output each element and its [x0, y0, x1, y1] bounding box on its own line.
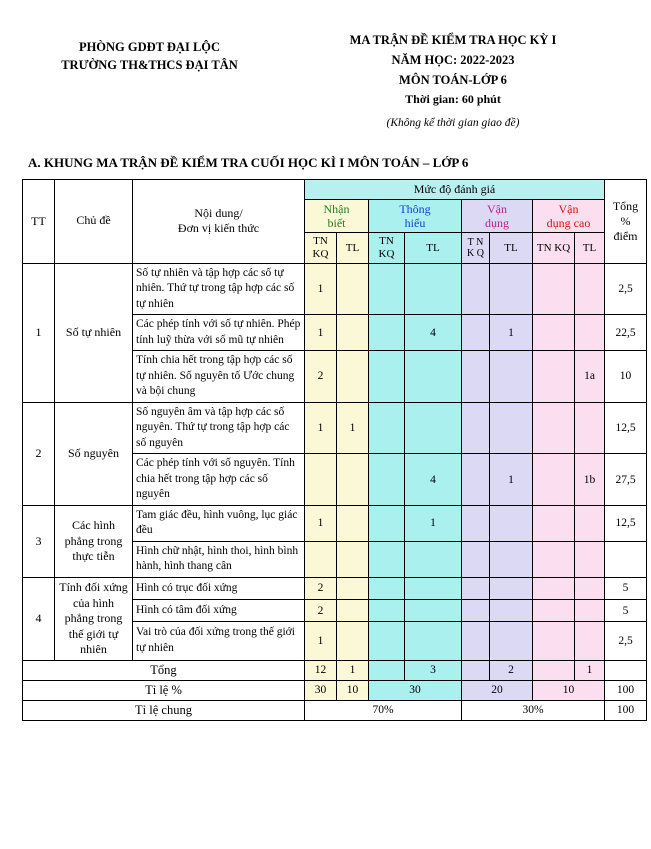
- cell-vd-tn: [462, 402, 490, 454]
- summary-tile-nb-tl: 10: [337, 680, 369, 700]
- cell-vdc-tl: [575, 402, 605, 454]
- row-content: Hình chữ nhật, hình thoi, hình bình hành, hình thang cân: [133, 541, 305, 577]
- summary-row-tile: [23, 680, 647, 700]
- summary-tong-vdc-tl: 1: [575, 660, 605, 680]
- cell-vdc-tn: [533, 263, 575, 315]
- cell-nb-tn: [305, 454, 337, 506]
- cell-vdc-tl: [575, 622, 605, 661]
- header-department: PHÒNG GDĐT ĐẠI LỘC: [78, 40, 221, 54]
- cell-vd-tl: [490, 600, 533, 622]
- header-topic: Chủ đề: [55, 179, 133, 263]
- cell-th-tn: [369, 622, 405, 661]
- header-level-thonghieu: [369, 199, 462, 233]
- row-content: Hình có tâm đối xứng: [133, 600, 305, 622]
- cell-vd-tn: [462, 600, 490, 622]
- row-tt: 4: [23, 577, 55, 660]
- cell-nb-tl: [337, 454, 369, 506]
- row-content: Các phép tính với số nguyên. Tính chia hết trong tập hợp các số nguyên: [133, 454, 305, 506]
- cell-nb-tn: 1: [305, 315, 337, 351]
- header-school-block: [22, 30, 277, 133]
- cell-vd-tl: 1: [490, 315, 533, 351]
- cell-total: 2,5: [605, 263, 647, 315]
- header-level-vandung-line2: dụng: [485, 215, 509, 230]
- cell-th-tn: [369, 315, 405, 351]
- table-row: [23, 263, 647, 315]
- summary-tilechung-left: 70%: [305, 700, 462, 720]
- cell-vd-tn: [462, 577, 490, 599]
- header-total-line1: Tổng: [612, 198, 639, 213]
- cell-vd-tl: [490, 541, 533, 577]
- cell-total: 22,5: [605, 315, 647, 351]
- cell-total: [605, 541, 647, 577]
- cell-vd-tl: [490, 402, 533, 454]
- cell-nb-tl: [337, 505, 369, 541]
- cell-vdc-tl: 1a: [575, 351, 605, 403]
- row-content: Hình có trục đối xứng: [133, 577, 305, 599]
- section-title: A. KHUNG MA TRẬN ĐỀ KIỂM TRA CUỐI HỌC KÌ I MÔN TOÁN – LỚP 6: [28, 154, 469, 170]
- matrix-table-wrapper: [0, 179, 651, 721]
- cell-nb-tl: [337, 622, 369, 661]
- row-topic: Các hình phẳng trong thực tiễn: [55, 505, 133, 577]
- cell-vdc-tn: [533, 454, 575, 506]
- cell-vdc-tn: [533, 315, 575, 351]
- cell-th-tl: [405, 263, 462, 315]
- exam-matrix-table: [22, 179, 647, 721]
- header-level-thonghieu-line1: Thông: [399, 201, 431, 216]
- cell-nb-tn: 1: [305, 505, 337, 541]
- header-level-vandung-line1: Vận: [487, 201, 507, 216]
- row-tt: 2: [23, 402, 55, 505]
- row-content: Số tự nhiên và tập hợp các số tự nhiên. Thứ tự trong tập hợp các số tự nhiên: [133, 263, 305, 315]
- header-sub-nb-tn: TN KQ: [305, 233, 337, 263]
- cell-th-tn: [369, 577, 405, 599]
- cell-vd-tn: [462, 505, 490, 541]
- header-school: TRƯỜNG TH&THCS ĐẠI TÂN: [61, 58, 238, 73]
- row-content: Tính chia hết trong tập hợp các số tự nhiên. Số nguyên tố Ước chung và bội chung: [133, 351, 305, 403]
- summary-tile-total: 100: [605, 680, 647, 700]
- cell-nb-tl: [337, 577, 369, 599]
- header-sub-nb-tl: TL: [337, 233, 369, 263]
- summary-row-tong: [23, 660, 647, 680]
- cell-vd-tn: [462, 622, 490, 661]
- header-sub-vd-tn: T N K Q: [462, 233, 490, 263]
- header-level-vandung: [462, 199, 533, 233]
- cell-vdc-tn: [533, 541, 575, 577]
- summary-tong-nb-tn: 12: [305, 660, 337, 680]
- cell-th-tn: [369, 263, 405, 315]
- table-row: [23, 577, 647, 599]
- cell-vdc-tn: [533, 505, 575, 541]
- row-tt: 3: [23, 505, 55, 577]
- summary-tile-vd: 20: [462, 680, 533, 700]
- summary-tong-vd-tn: [462, 660, 490, 680]
- cell-vd-tn: [462, 263, 490, 315]
- header-level-vandungcao-line2: dụng cao: [546, 215, 591, 230]
- header-sub-vd-tl: TL: [490, 233, 533, 263]
- cell-nb-tl: [337, 315, 369, 351]
- header-sub-vdc-tl: TL: [575, 233, 605, 263]
- cell-th-tn: [369, 351, 405, 403]
- row-topic: Số tự nhiên: [55, 263, 133, 402]
- header-subject-grade: MÔN TOÁN-LỚP 6: [399, 73, 507, 87]
- cell-total: 5: [605, 577, 647, 599]
- summary-tilechung-right: 30%: [462, 700, 605, 720]
- cell-nb-tl: [337, 541, 369, 577]
- header-note: (Không kể thời gian giao đề): [386, 117, 520, 130]
- header-sub-th-tn: TN KQ: [369, 233, 405, 263]
- cell-th-tl: [405, 351, 462, 403]
- cell-nb-tn: [305, 541, 337, 577]
- cell-vdc-tl: [575, 263, 605, 315]
- cell-vdc-tl: [575, 315, 605, 351]
- summary-tile-vdc: 10: [533, 680, 605, 700]
- cell-th-tn: [369, 454, 405, 506]
- header-tt: TT: [23, 179, 55, 263]
- table-row: [23, 402, 647, 454]
- cell-vdc-tl: [575, 541, 605, 577]
- header-content: [133, 179, 305, 263]
- cell-total: 5: [605, 600, 647, 622]
- cell-nb-tn: 2: [305, 351, 337, 403]
- cell-total: 10: [605, 351, 647, 403]
- cell-vdc-tl: [575, 505, 605, 541]
- cell-nb-tn: 1: [305, 263, 337, 315]
- cell-th-tn: [369, 541, 405, 577]
- cell-th-tn: [369, 600, 405, 622]
- cell-nb-tn: 2: [305, 600, 337, 622]
- row-topic: Số nguyên: [55, 402, 133, 505]
- cell-nb-tl: [337, 263, 369, 315]
- cell-vdc-tl: 1b: [575, 454, 605, 506]
- cell-vd-tn: [462, 541, 490, 577]
- header-duration: Thời gian: 60 phút: [405, 92, 501, 106]
- row-content: Tam giác đều, hình vuông, lục giác đều: [133, 505, 305, 541]
- header-exam-title: MA TRẬN ĐỀ KIỂM TRA HỌC KỲ I: [349, 33, 557, 47]
- summary-tile-label: Tỉ lệ %: [23, 680, 305, 700]
- summary-tile-nb-tn: 30: [305, 680, 337, 700]
- summary-tong-th-tl: 3: [405, 660, 462, 680]
- cell-vd-tl: [490, 263, 533, 315]
- header-level-thonghieu-line2: hiểu: [404, 215, 426, 230]
- cell-total: 27,5: [605, 454, 647, 506]
- cell-vd-tn: [462, 351, 490, 403]
- cell-nb-tn: 1: [305, 402, 337, 454]
- header-level-nhanbiet: [305, 199, 369, 233]
- row-content: Số nguyên âm và tập hợp các số nguyên. Thứ tự trong tập hợp các số nguyên: [133, 402, 305, 454]
- cell-th-tl: 4: [405, 315, 462, 351]
- cell-total: 12,5: [605, 505, 647, 541]
- cell-vd-tl: [490, 505, 533, 541]
- cell-nb-tn: 1: [305, 622, 337, 661]
- summary-tong-vdc-tn: [533, 660, 575, 680]
- summary-tilechung-total: 100: [605, 700, 647, 720]
- cell-vd-tl: 1: [490, 454, 533, 506]
- summary-tong-vd-tl: 2: [490, 660, 533, 680]
- summary-tong-label: Tổng: [23, 660, 305, 680]
- cell-nb-tl: 1: [337, 402, 369, 454]
- cell-total: 12,5: [605, 402, 647, 454]
- header-total-line3: điểm: [613, 228, 638, 243]
- cell-vdc-tn: [533, 622, 575, 661]
- cell-th-tl: [405, 622, 462, 661]
- cell-nb-tl: [337, 600, 369, 622]
- header-level-nhanbiet-line1: Nhận: [323, 201, 350, 216]
- cell-th-tn: [369, 402, 405, 454]
- cell-th-tl: [405, 600, 462, 622]
- header-sub-th-tl: TL: [405, 233, 462, 263]
- cell-vdc-tl: [575, 577, 605, 599]
- cell-vd-tn: [462, 454, 490, 506]
- document-header: [0, 0, 651, 133]
- cell-vdc-tn: [533, 577, 575, 599]
- table-row: [23, 505, 647, 541]
- cell-vd-tl: [490, 577, 533, 599]
- header-level-vandungcao: [533, 199, 605, 233]
- cell-th-tl: 1: [405, 505, 462, 541]
- row-tt: 1: [23, 263, 55, 402]
- cell-th-tl: 4: [405, 454, 462, 506]
- row-content: Các phép tính với số tự nhiên. Phép tính luỹ thừa với số mũ tự nhiên: [133, 315, 305, 351]
- cell-total: 2,5: [605, 622, 647, 661]
- cell-vdc-tl: [575, 600, 605, 622]
- cell-vd-tl: [490, 622, 533, 661]
- cell-th-tl: [405, 577, 462, 599]
- header-total-line2: %: [620, 213, 631, 228]
- header-level-vandungcao-line1: Vận: [558, 201, 579, 216]
- cell-vdc-tn: [533, 351, 575, 403]
- summary-tile-th: 30: [369, 680, 462, 700]
- cell-vdc-tn: [533, 402, 575, 454]
- cell-vd-tn: [462, 315, 490, 351]
- header-sub-vdc-tn: TN KQ: [533, 233, 575, 263]
- header-exam-block: [277, 30, 629, 133]
- summary-tong-nb-tl: 1: [337, 660, 369, 680]
- cell-nb-tl: [337, 351, 369, 403]
- cell-th-tl: [405, 402, 462, 454]
- cell-vdc-tn: [533, 600, 575, 622]
- summary-tong-total: [605, 660, 647, 680]
- cell-th-tn: [369, 505, 405, 541]
- table-header-row-1: [23, 179, 647, 199]
- header-levels-group: Mức độ đánh giá: [305, 179, 605, 199]
- header-total: [605, 179, 647, 263]
- row-topic: Tính đối xứng của hình phẳng trong thế giới tự nhiên: [55, 577, 133, 660]
- cell-vd-tl: [490, 351, 533, 403]
- cell-th-tl: [405, 541, 462, 577]
- cell-nb-tn: 2: [305, 577, 337, 599]
- header-content-line2: Đơn vị kiến thức: [177, 221, 260, 236]
- summary-row-tilechung: [23, 700, 647, 720]
- row-content: Vai trò của đối xứng trong thế giới tự nhiên: [133, 622, 305, 661]
- summary-tilechung-label: Tỉ lệ chung: [23, 700, 305, 720]
- header-level-nhanbiet-line2: biết: [327, 215, 346, 230]
- summary-tong-th-tn: [369, 660, 405, 680]
- header-school-year: NĂM HỌC: 2022-2023: [391, 53, 515, 67]
- header-content-line1: Nội dung/: [194, 206, 243, 221]
